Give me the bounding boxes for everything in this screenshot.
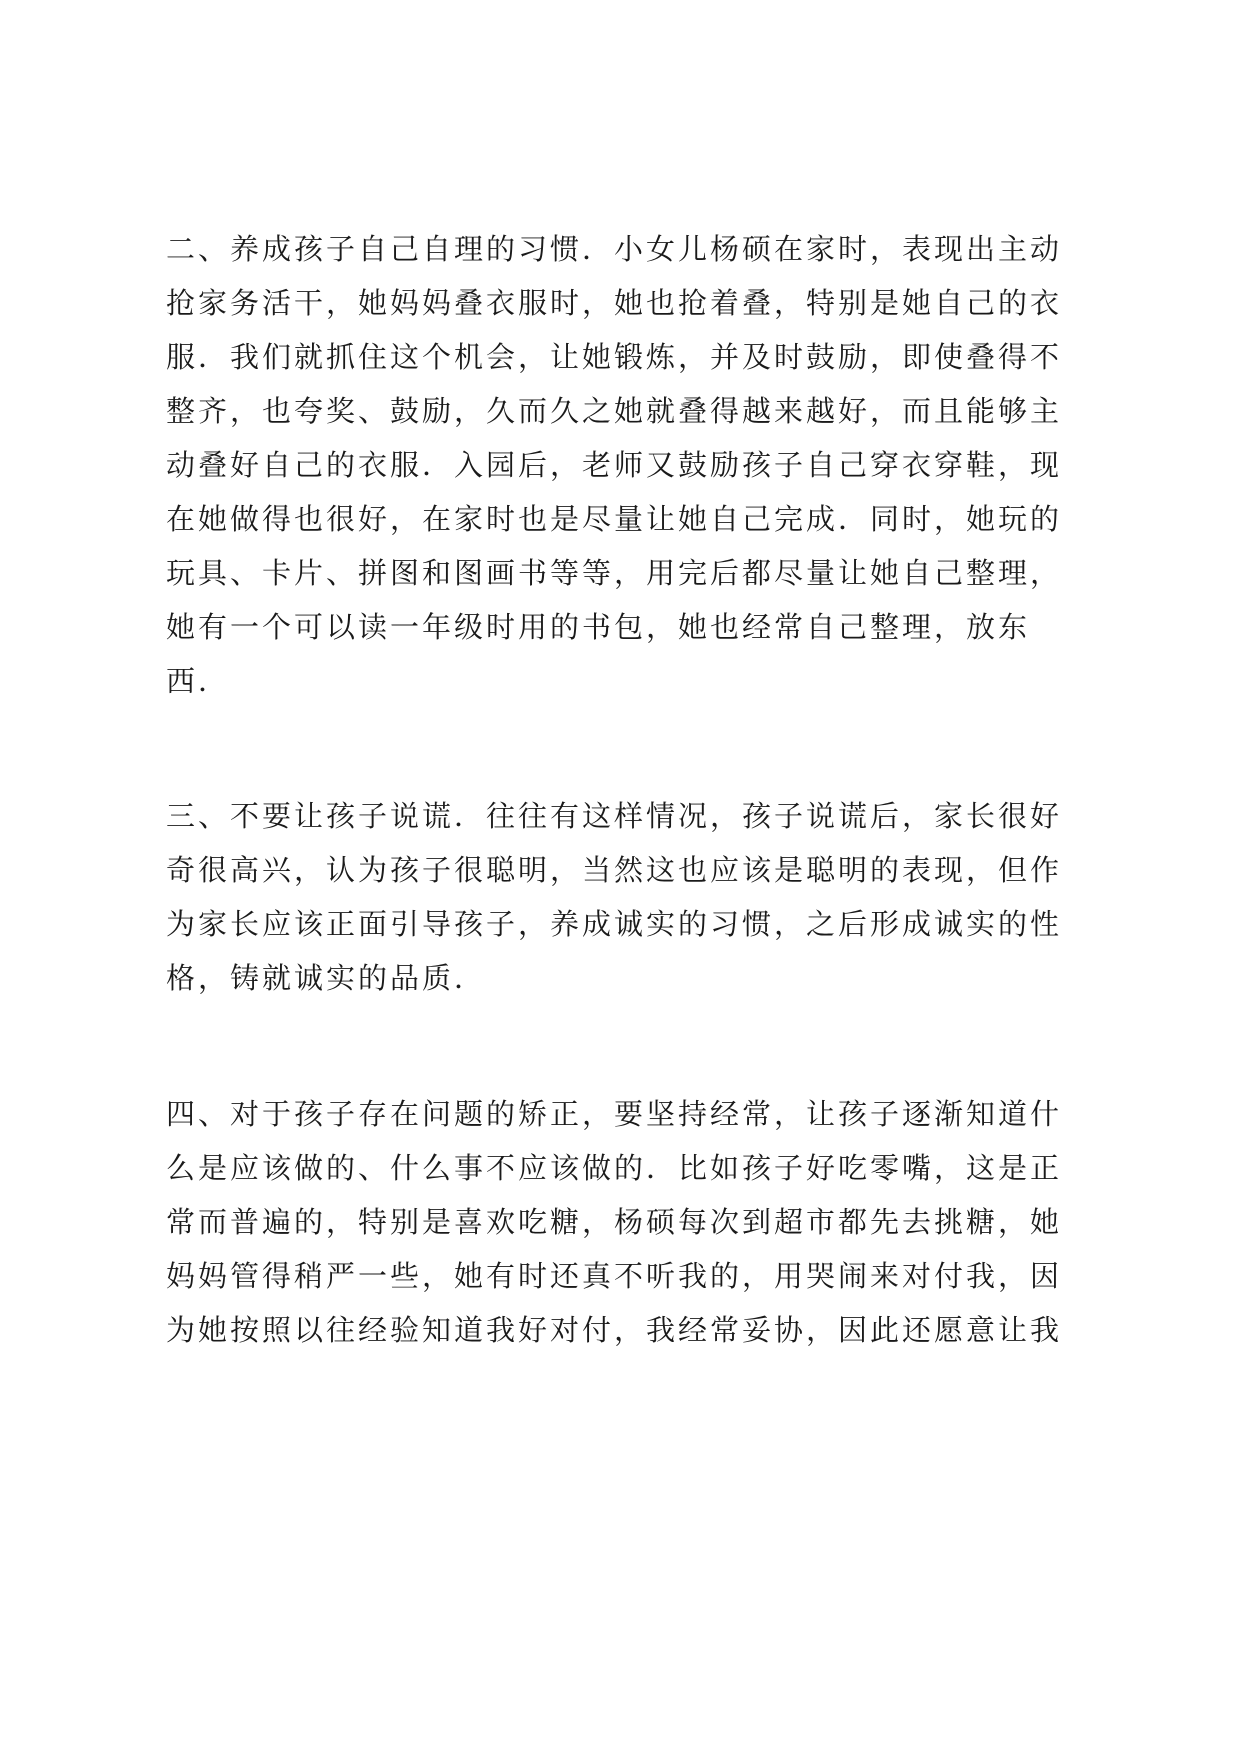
text-line: 西．	[166, 664, 231, 698]
text-line: 为她按照以往经验知道我好对付，我经常妥协，因此还愿意让我	[166, 1313, 1063, 1347]
text-line: 四、对于孩子存在问题的矫正，要坚持经常，让孩子逐渐知道什	[166, 1097, 1063, 1131]
text-line: 玩具、卡片、拼图和图画书等等，用完后都尽量让她自己整理，	[166, 556, 1063, 590]
text-line: 三、不要让孩子说谎．往往有这样情况，孩子说谎后，家长很好	[166, 799, 1063, 833]
paragraph-no-lying	[166, 789, 1086, 1005]
text-line: 服．我们就抓住这个机会，让她锻炼，并及时鼓励，即使叠得不	[166, 340, 1063, 374]
text-line: 她有一个可以读一年级时用的书包，她也经常自己整理，放东	[166, 610, 1031, 644]
paragraph-correct-problems	[166, 1087, 1086, 1357]
paragraph-spacer	[166, 708, 1086, 789]
text-line: 在她做得也很好，在家时也是尽量让她自己完成．同时，她玩的	[166, 502, 1063, 536]
text-line: 整齐，也夸奖、鼓励，久而久之她就叠得越来越好，而且能够主	[166, 394, 1063, 428]
text-line: 二、养成孩子自己自理的习惯．小女儿杨硕在家时，表现出主动	[166, 232, 1063, 266]
text-line: 奇很高兴，认为孩子很聪明，当然这也应该是聪明的表现，但作	[166, 853, 1063, 887]
text-line: 常而普遍的，特别是喜欢吃糖，杨硕每次到超市都先去挑糖，她	[166, 1205, 1063, 1239]
text-line: 动叠好自己的衣服．入园后，老师又鼓励孩子自己穿衣穿鞋，现	[166, 448, 1063, 482]
paragraph-self-care-habit	[166, 222, 1086, 708]
text-line: 妈妈管得稍严一些，她有时还真不听我的，用哭闹来对付我，因	[166, 1259, 1063, 1293]
document-body	[166, 222, 1086, 1357]
text-line: 格，铸就诚实的品质．	[166, 961, 487, 995]
text-line: 抢家务活干，她妈妈叠衣服时，她也抢着叠，特别是她自己的衣	[166, 286, 1063, 320]
paragraph-spacer	[166, 1005, 1086, 1087]
text-line: 么是应该做的、什么事不应该做的．比如孩子好吃零嘴，这是正	[166, 1151, 1063, 1185]
text-line: 为家长应该正面引导孩子，养成诚实的习惯，之后形成诚实的性	[166, 907, 1063, 941]
